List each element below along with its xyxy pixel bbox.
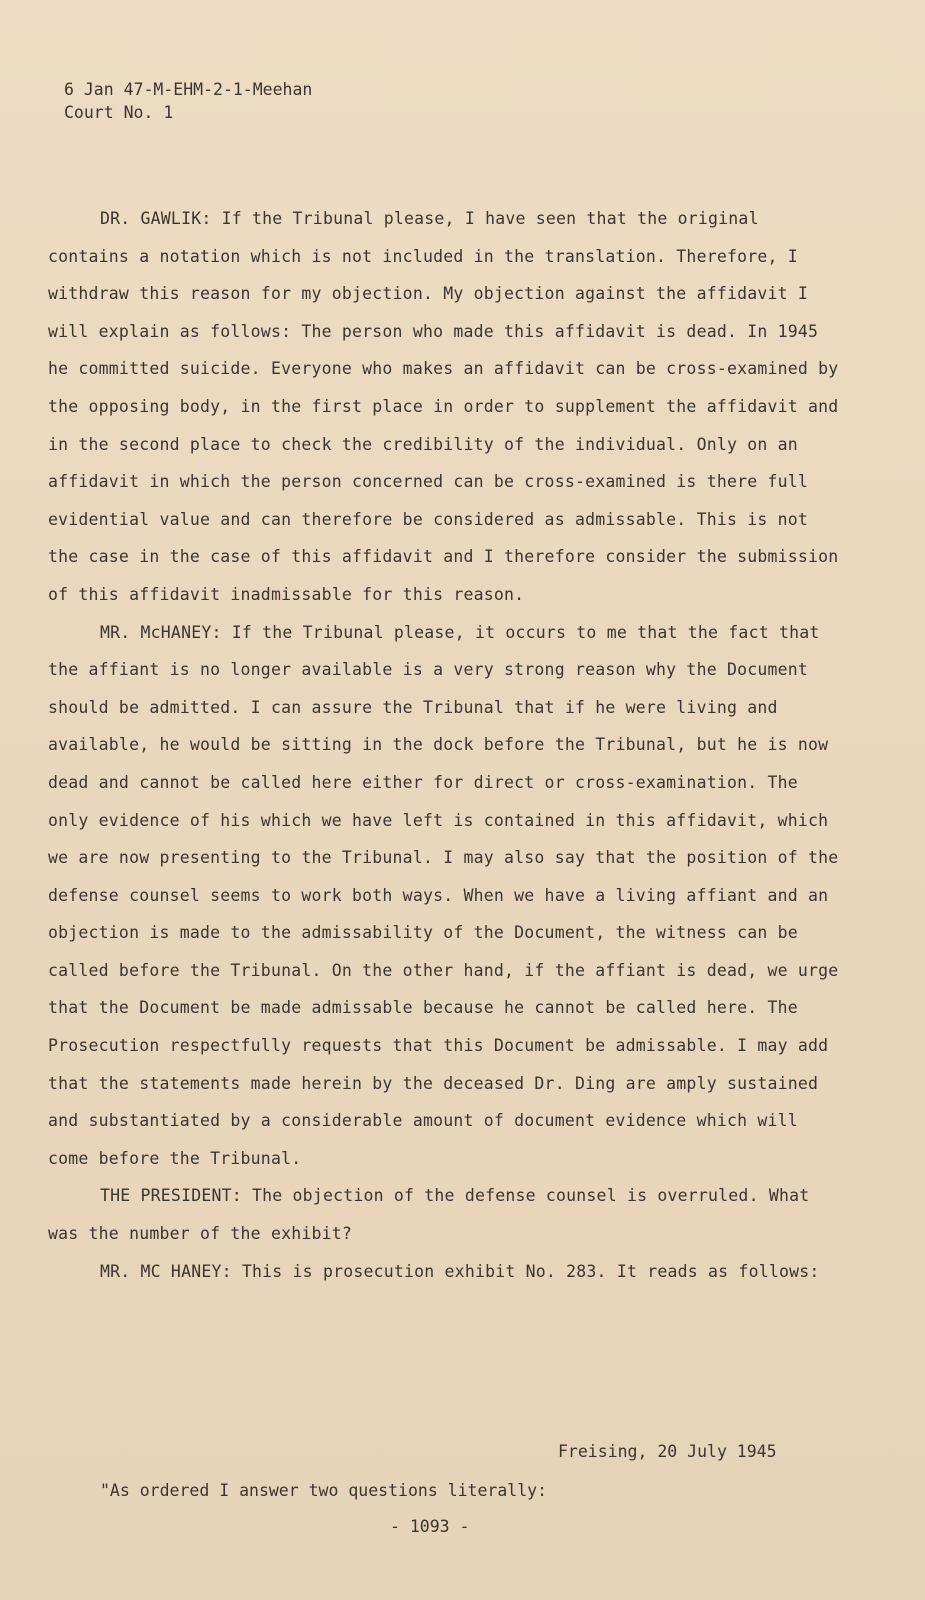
paragraph-president: THE PRESIDENT: The objection of the defense counsel is overruled. What was the number of the exhibit? bbox=[48, 1186, 810, 1244]
header-court: Court No. 1 bbox=[64, 103, 174, 122]
paragraph-mchaney: MR. McHANEY: If the Tribunal please, it occurs to me that the fact that the affiant is no longer available is a very strong reason why the Document should be admitted. I can assure the Tribunal that if he were living and available, he would be sitting in the dock before the Tribunal, but he is now dead and cannot be called here either for direct or cross-examination. The only evidence of his which we have left is contained in this affidavit, which we are now presenting to the Tribunal. I may also say that the position of the defense counsel seems to work both ways. When we have a living affiant and an objection is made to the admissability of the Document, the witness can be called before the Tribunal. On the other hand, if the affiant is dead, we urge that the Document be made admissable because he cannot be called here. The Prosecution respectfully requests that this Document be admissable. I may add that the statements made herein by the deceased Dr. Ding are amply sustained and substantiated by a considerable amount of document evidence which will come before the Tribunal. bbox=[48, 622, 839, 1168]
paragraph-mchaney-exhibit: MR. MC HANEY: This is prosecution exhibit No. 283. It reads as follows: bbox=[100, 1261, 820, 1281]
header-reference: 6 Jan 47-M-EHM-2-1-Meehan bbox=[64, 80, 313, 99]
page-number: - 1093 - bbox=[390, 1517, 470, 1536]
dateline: Freising, 20 July 1945 bbox=[558, 1442, 777, 1461]
document-header bbox=[64, 78, 312, 124]
quote-start: "As ordered I answer two questions literally: bbox=[100, 1481, 548, 1500]
paragraph-gawlik: DR. GAWLIK: If the Tribunal please, I have seen that the original contains a notation which is not included in the translation. Therefore, I withdraw this reason for my objection. My objection against the affidavit I will explain as follows: The person who made this affidavit is dead. In 1945 he committed suicide. Everyone who makes an affidavit can be cross-examined by the opposing body, in the first place in order to supplement the affidavit and in the second place to check the credibility of the individual. Only on an affidavit in which the person concerned can be cross-examined is there full evidential value and can therefore be considered as admissable. This is not the case in the case of this affidavit and I therefore consider the submission of this affidavit inadmissable for this reason. bbox=[48, 209, 839, 604]
transcript-body bbox=[48, 200, 848, 1290]
